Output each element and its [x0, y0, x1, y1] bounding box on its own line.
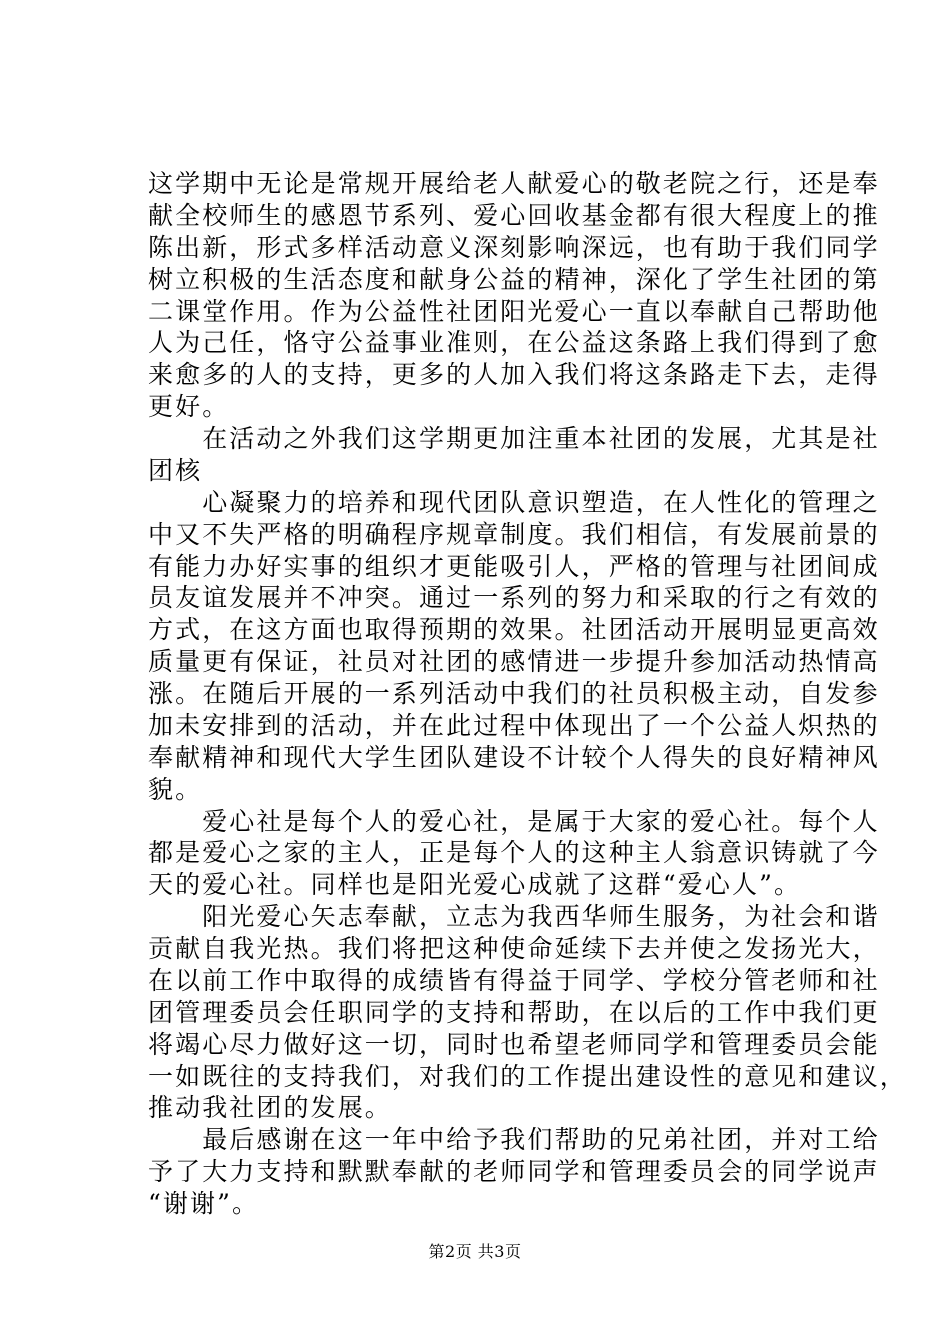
text-line: 天的爱心社。同样也是阳光爱心成就了这群“爱心人”。: [148, 870, 802, 899]
text-line: 在以前工作中取得的成绩皆有得益于同学、学校分管老师和社: [148, 966, 880, 995]
text-line: 涨。在随后开展的一系列活动中我们的社员积极主动，自发参: [148, 679, 880, 708]
text-line: 二课堂作用。作为公益性社团阳光爱心一直以奉献自己帮助他: [148, 297, 880, 326]
text-line: 方式，在这方面也取得预期的效果。社团活动开展明显更高效: [148, 615, 880, 644]
text-line: 人为己任，恪守公益事业准则，在公益这条路上我们得到了愈: [148, 328, 880, 357]
text-line: 质量更有保证，社员对社团的感情进一步提升参加活动热情高: [148, 647, 880, 676]
text-line: 团管理委员会任职同学的支持和帮助，在以后的工作中我们更: [148, 998, 880, 1027]
text-line: 一如既往的支持我们，对我们的工作提出建设性的意见和建议，: [148, 1062, 907, 1091]
text-line: 心凝聚力的培养和现代团队意识塑造，在人性化的管理之: [148, 488, 880, 517]
text-line: 这学期中无论是常规开展给老人献爱心的敬老院之行，还是奉: [148, 169, 880, 198]
text-line: 予了大力支持和默默奉献的老师同学和管理委员会的同学说声: [148, 1157, 880, 1186]
text-line: 团核: [148, 456, 203, 485]
text-line: 员友谊发展并不冲突。通过一系列的努力和采取的行之有效的: [148, 583, 880, 612]
text-line: 有能力办好实事的组织才更能吸引人，严格的管理与社团间成: [148, 552, 880, 581]
text-line: 树立积极的生活态度和献身公益的精神，深化了学生社团的第: [148, 265, 880, 294]
text-line: 最后感谢在这一年中给予我们帮助的兄弟社团，并对工给: [148, 1125, 880, 1154]
text-line: 中又不失严格的明确程序规章制度。我们相信，有发展前景的: [148, 520, 880, 549]
text-line: 貌。: [148, 775, 203, 804]
text-line: 来愈多的人的支持，更多的人加入我们将这条路走下去，走得: [148, 360, 880, 389]
text-line: 贡献自我光热。我们将把这种使命延续下去并使之发扬光大，: [148, 934, 880, 963]
text-line: 更好。: [148, 392, 230, 421]
text-line: 将竭心尽力做好这一切，同时也希望老师同学和管理委员会能: [148, 1030, 880, 1059]
text-line: 都是爱心之家的主人，正是每个人的这种主人翁意识铸就了今: [148, 838, 880, 867]
text-line: 在活动之外我们这学期更加注重本社团的发展，尤其是社: [148, 424, 880, 453]
text-line: 爱心社是每个人的爱心社，是属于大家的爱心社。每个人: [148, 807, 880, 836]
page-number-footer: 第2页 共3页: [428, 1242, 522, 1261]
text-line: 献全校师生的感恩节系列、爱心回收基金都有很大程度上的推: [148, 201, 880, 230]
text-line: 加未安排到的活动，并在此过程中体现出了一个公益人炽热的: [148, 711, 880, 740]
text-line: 陈出新，形式多样活动意义深刻影响深远，也有助于我们同学: [148, 233, 880, 262]
text-line: 奉献精神和现代大学生团队建设不计较个人得失的良好精神风: [148, 743, 880, 772]
text-line: “谢谢”。: [148, 1189, 260, 1218]
text-line: 阳光爱心矢志奉献，立志为我西华师生服务，为社会和谐: [148, 902, 880, 931]
text-line: 推动我社团的发展。: [148, 1093, 392, 1122]
